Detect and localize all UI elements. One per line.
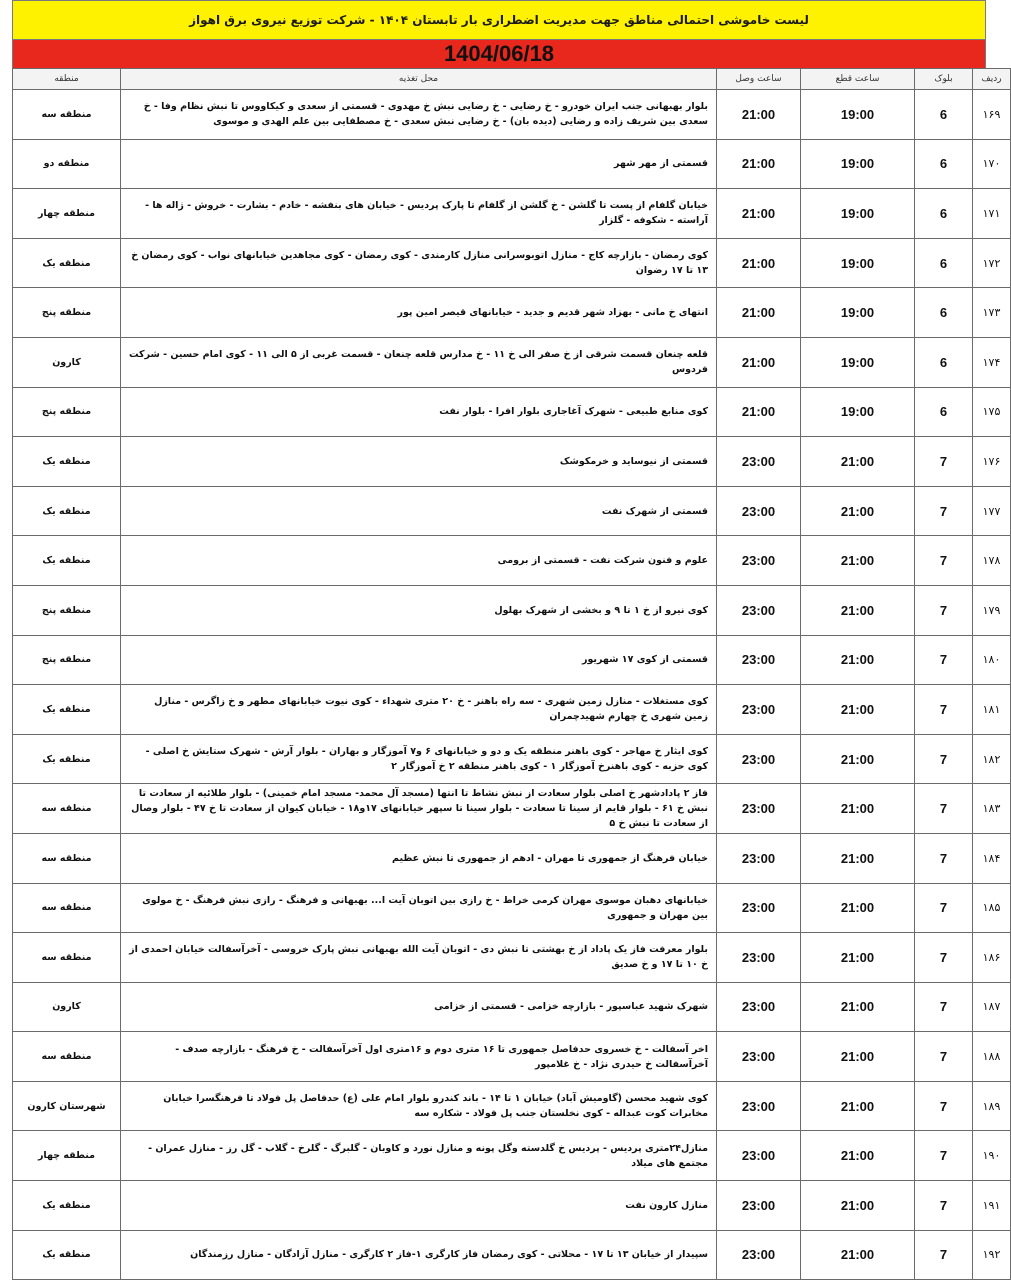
table-row xyxy=(13,734,1011,784)
reconnect-time-cell: 23:00 xyxy=(717,536,801,586)
reconnect-time-cell: 23:00 xyxy=(717,1131,801,1181)
zone-cell: منطقه دو xyxy=(13,139,121,189)
table-row xyxy=(13,883,1011,933)
table-row xyxy=(13,585,1011,635)
header-cut-time: ساعت قطع xyxy=(801,69,915,90)
block-cell: 7 xyxy=(915,1081,973,1131)
reconnect-time-cell: 23:00 xyxy=(717,1032,801,1082)
header-block: بلوک xyxy=(915,69,973,90)
reconnect-time-cell: 23:00 xyxy=(717,784,801,834)
block-cell: 7 xyxy=(915,486,973,536)
location-cell: سپیدار از خیابان ۱۳ تا ۱۷ - محلاتی - کوی رمضان فاز کارگری ۱-فاز ۲ کارگری - منازل آزادگان - منازل رزمندگان xyxy=(121,1230,717,1280)
cut-time-cell: 21:00 xyxy=(801,1181,915,1231)
cut-time-cell: 19:00 xyxy=(801,189,915,239)
location-cell: خیابانهای دهبان موسوی مهران کرمی خراط - خ رازی بین اتوبان آیت ا... بهبهانی و فرهنگ - رازی نبش فرهنگ - خ مولوی بین مهران و جمهوری xyxy=(121,883,717,933)
block-cell: 6 xyxy=(915,337,973,387)
table-row xyxy=(13,536,1011,586)
zone-cell: منطقه یک xyxy=(13,437,121,487)
block-cell: 7 xyxy=(915,1032,973,1082)
block-cell: 7 xyxy=(915,1181,973,1231)
location-cell: کوی مستغلات - منازل زمین شهری - سه راه باهنر - خ ۲۰ متری شهداء - کوی نیوت خیابانهای مطهر و خ زاگرس - منازل زمین شهری خ چهارم شهیدچمران xyxy=(121,685,717,735)
row-number-cell: ۱۷۶ xyxy=(973,437,1011,487)
row-number-cell: ۱۸۲ xyxy=(973,734,1011,784)
cut-time-cell: 21:00 xyxy=(801,536,915,586)
cut-time-cell: 21:00 xyxy=(801,982,915,1032)
row-number-cell: ۱۸۰ xyxy=(973,635,1011,685)
reconnect-time-cell: 23:00 xyxy=(717,585,801,635)
location-cell: بلوار معرفت فاز یک پاداد از خ بهشتی تا نبش دی - اتوبان آیت الله بهبهانی نبش پارک خروسی - آخرآسفالت خیابان احمدی از خ ۱۰ تا ۱۷ و خ صدیق xyxy=(121,933,717,983)
reconnect-time-cell: 23:00 xyxy=(717,1181,801,1231)
block-cell: 6 xyxy=(915,288,973,338)
block-cell: 7 xyxy=(915,833,973,883)
zone-cell: منطقه پنج xyxy=(13,288,121,338)
reconnect-time-cell: 23:00 xyxy=(717,883,801,933)
header-zone: منطقه xyxy=(13,69,121,90)
header-location: محل تغذیه xyxy=(121,69,717,90)
table-header-row xyxy=(13,69,1011,90)
cut-time-cell: 21:00 xyxy=(801,685,915,735)
block-cell: 6 xyxy=(915,90,973,140)
reconnect-time-cell: 23:00 xyxy=(717,982,801,1032)
row-number-cell: ۱۸۹ xyxy=(973,1081,1011,1131)
block-cell: 6 xyxy=(915,139,973,189)
row-number-cell: ۱۷۸ xyxy=(973,536,1011,586)
row-number-cell: ۱۸۴ xyxy=(973,833,1011,883)
zone-cell: منطقه پنج xyxy=(13,585,121,635)
row-number-cell: ۱۷۵ xyxy=(973,387,1011,437)
row-number-cell: ۱۹۱ xyxy=(973,1181,1011,1231)
zone-cell: منطقه یک xyxy=(13,238,121,288)
location-cell: خیابان فرهنگ از جمهوری تا مهران - ادهم از جمهوری تا نبش عظیم xyxy=(121,833,717,883)
table-row xyxy=(13,139,1011,189)
reconnect-time-cell: 21:00 xyxy=(717,189,801,239)
location-cell: فاز ۲ پادادشهر خ اصلی بلوار سعادت از نبش نشاط تا انتها (مسجد آل محمد- مسجد امام خمینی) - بلوار طلائیه از سعادت تا نبش خ ۶۱ - بلوار قایم از سینا تا سعادت - بلوار سینا تا سپهر خیابانهای ۱۷و۱۸ - خیابان کیوان از سعادت تا خ ۴۷ - بلوار وصال از سعادت تا نبش خ ۵ xyxy=(121,784,717,834)
row-number-cell: ۱۷۳ xyxy=(973,288,1011,338)
row-number-cell: ۱۸۳ xyxy=(973,784,1011,834)
zone-cell: منطقه سه xyxy=(13,933,121,983)
reconnect-time-cell: 23:00 xyxy=(717,1230,801,1280)
block-cell: 7 xyxy=(915,1131,973,1181)
cut-time-cell: 21:00 xyxy=(801,734,915,784)
zone-cell: منطقه یک xyxy=(13,1230,121,1280)
cut-time-cell: 21:00 xyxy=(801,1230,915,1280)
reconnect-time-cell: 23:00 xyxy=(717,685,801,735)
block-cell: 6 xyxy=(915,189,973,239)
block-cell: 7 xyxy=(915,883,973,933)
table-row xyxy=(13,337,1011,387)
block-cell: 7 xyxy=(915,1230,973,1280)
zone-cell: شهرستان کارون xyxy=(13,1081,121,1131)
location-cell: خیابان گلفام از پست تا گلشن - خ گلشن از گلفام تا پارک پردیس - خیابان های بنفشه - خادم - بشارت - خروش - ژاله ها - آراسته - شکوفه - گلزار xyxy=(121,189,717,239)
reconnect-time-cell: 23:00 xyxy=(717,486,801,536)
table-row xyxy=(13,1032,1011,1082)
cut-time-cell: 21:00 xyxy=(801,437,915,487)
row-number-cell: ۱۹۲ xyxy=(973,1230,1011,1280)
cut-time-cell: 19:00 xyxy=(801,139,915,189)
row-number-cell: ۱۷۹ xyxy=(973,585,1011,635)
row-number-cell: ۱۸۶ xyxy=(973,933,1011,983)
block-cell: 7 xyxy=(915,784,973,834)
reconnect-time-cell: 21:00 xyxy=(717,387,801,437)
location-cell: کوی نیرو از خ ۱ تا ۹ و بخشی از شهرک بهلول xyxy=(121,585,717,635)
table-row xyxy=(13,1081,1011,1131)
row-number-cell: ۱۸۱ xyxy=(973,685,1011,735)
table-row xyxy=(13,784,1011,834)
location-cell: کوی شهید محسن (گاومیش آباد) خیابان ۱ تا ۱۴ - باند کندرو بلوار امام علی (ع) حدفاصل پل فولاد تا فرهنگسرا خیابان مخابرات کوت عبداله - کوی نخلستان جنب پل فولاد - شکاره سه xyxy=(121,1081,717,1131)
cut-time-cell: 19:00 xyxy=(801,90,915,140)
zone-cell: منطقه سه xyxy=(13,883,121,933)
block-cell: 7 xyxy=(915,437,973,487)
block-cell: 6 xyxy=(915,387,973,437)
location-cell: منازل۲۴متری پردیس - پردیس خ گلدسته وگل پونه و منازل نورد و کاوبان - گلبرگ - گلرخ - گلاب - گل رز - منازل عمران - مجتمع های میلاد xyxy=(121,1131,717,1181)
table-row xyxy=(13,1181,1011,1231)
zone-cell: کارون xyxy=(13,982,121,1032)
cut-time-cell: 21:00 xyxy=(801,933,915,983)
reconnect-time-cell: 21:00 xyxy=(717,288,801,338)
row-number-cell: ۱۸۷ xyxy=(973,982,1011,1032)
row-number-cell: ۱۷۱ xyxy=(973,189,1011,239)
reconnect-time-cell: 21:00 xyxy=(717,139,801,189)
zone-cell: منطقه سه xyxy=(13,833,121,883)
cut-time-cell: 21:00 xyxy=(801,784,915,834)
table-row xyxy=(13,635,1011,685)
document-title: لیست خاموشی احتمالی مناطق جهت مدیریت اضطراری بار تابستان ۱۴۰۴ - شرکت توزیع نیروی برق اهواز xyxy=(12,0,986,40)
table-row xyxy=(13,288,1011,338)
zone-cell: منطقه سه xyxy=(13,1032,121,1082)
block-cell: 7 xyxy=(915,635,973,685)
header-reconnect-time: ساعت وصل xyxy=(717,69,801,90)
reconnect-time-cell: 23:00 xyxy=(717,933,801,983)
location-cell: قسمتی از شهرک نفت xyxy=(121,486,717,536)
table-row xyxy=(13,387,1011,437)
cut-time-cell: 21:00 xyxy=(801,1032,915,1082)
location-cell: کوی رمضان - بازارچه کاج - منازل اتوبوسرانی منازل کارمندی - کوی رمضان - کوی مجاهدین خیابانهای نواب - کوی رمضان خ ۱۳ تا ۱۷ رضوان xyxy=(121,238,717,288)
row-number-cell: ۱۸۸ xyxy=(973,1032,1011,1082)
reconnect-time-cell: 23:00 xyxy=(717,1081,801,1131)
row-number-cell: ۱۶۹ xyxy=(973,90,1011,140)
location-cell: شهرک شهید عباسپور - بازارچه خزامی - قسمتی از خزامی xyxy=(121,982,717,1032)
cut-time-cell: 19:00 xyxy=(801,337,915,387)
location-cell: قسمتی از مهر شهر xyxy=(121,139,717,189)
location-cell: قلعه چنعان قسمت شرقی از خ صفر الی خ ۱۱ - خ مدارس قلعه چنعان - قسمت غربی از ۵ الی ۱۱ - کوی امام حسین - شرکت فردوس xyxy=(121,337,717,387)
block-cell: 7 xyxy=(915,536,973,586)
outage-table xyxy=(12,68,1011,1280)
zone-cell: منطقه یک xyxy=(13,685,121,735)
cut-time-cell: 21:00 xyxy=(801,635,915,685)
table-row xyxy=(13,90,1011,140)
block-cell: 7 xyxy=(915,585,973,635)
location-cell: اخر آسفالت - خ خسروی حدفاصل جمهوری تا ۱۶ متری دوم و ۱۶متری اول آخرآسفالت - خ فرهنگ - بازارچه صدف - آخرآسفالت خ حیدری نژاد - خ غلامپور xyxy=(121,1032,717,1082)
block-cell: 7 xyxy=(915,685,973,735)
reconnect-time-cell: 23:00 xyxy=(717,734,801,784)
cut-time-cell: 19:00 xyxy=(801,387,915,437)
table-row xyxy=(13,982,1011,1032)
zone-cell: منطقه یک xyxy=(13,734,121,784)
cut-time-cell: 21:00 xyxy=(801,1081,915,1131)
reconnect-time-cell: 21:00 xyxy=(717,337,801,387)
location-cell: قسمتی از نیوساید و خرمکوشک xyxy=(121,437,717,487)
table-row xyxy=(13,933,1011,983)
location-cell: بلوار بهبهانی جنب ایران خودرو - خ رضایی - خ رضایی نبش خ مهدوی - قسمتی از سعدی و کیکاووس تا نبش نظام وفا - خ سعدی بین شریف زاده و رضایی (دیده بان) - خ رضایی نبش سعدی - خ مصطفایی بین علم الهدی و موسوی xyxy=(121,90,717,140)
table-row xyxy=(13,685,1011,735)
cut-time-cell: 21:00 xyxy=(801,1131,915,1181)
location-cell: قسمتی از کوی ۱۷ شهریور xyxy=(121,635,717,685)
location-cell: منازل کارون نفت xyxy=(121,1181,717,1231)
row-number-cell: ۱۷۷ xyxy=(973,486,1011,536)
reconnect-time-cell: 23:00 xyxy=(717,437,801,487)
schedule-sheet xyxy=(12,0,1002,1280)
table-row xyxy=(13,1230,1011,1280)
date-banner: 1404/06/18 xyxy=(12,40,986,68)
cut-time-cell: 21:00 xyxy=(801,833,915,883)
table-row xyxy=(13,189,1011,239)
cut-time-cell: 21:00 xyxy=(801,585,915,635)
zone-cell: کارون xyxy=(13,337,121,387)
zone-cell: منطقه یک xyxy=(13,486,121,536)
location-cell: علوم و فنون شرکت نفت - قسمتی از برومی xyxy=(121,536,717,586)
row-number-cell: ۱۸۵ xyxy=(973,883,1011,933)
table-row xyxy=(13,486,1011,536)
zone-cell: منطقه یک xyxy=(13,1181,121,1231)
zone-cell: منطقه سه xyxy=(13,784,121,834)
zone-cell: منطقه پنج xyxy=(13,635,121,685)
block-cell: 6 xyxy=(915,238,973,288)
zone-cell: منطقه سه xyxy=(13,90,121,140)
zone-cell: منطقه یک xyxy=(13,536,121,586)
block-cell: 7 xyxy=(915,734,973,784)
reconnect-time-cell: 21:00 xyxy=(717,238,801,288)
table-row xyxy=(13,1131,1011,1181)
zone-cell: منطقه چهار xyxy=(13,189,121,239)
table-row xyxy=(13,437,1011,487)
location-cell: کوی ایثار خ مهاجر - کوی باهنر منطقه یک و دو و خیابانهای ۶ و۷ آموزگار و بهاران - بلوار آرش - شهرک ستایش خ اصلی - کوی حزبه - کوی باهنرخ آموزگار ۱ - کوی باهنر منطقه ۲ خ آموزگار ۲ xyxy=(121,734,717,784)
block-cell: 7 xyxy=(915,933,973,983)
row-number-cell: ۱۷۰ xyxy=(973,139,1011,189)
row-number-cell: ۱۷۲ xyxy=(973,238,1011,288)
cut-time-cell: 19:00 xyxy=(801,288,915,338)
cut-time-cell: 21:00 xyxy=(801,486,915,536)
row-number-cell: ۱۷۴ xyxy=(973,337,1011,387)
table-row xyxy=(13,238,1011,288)
location-cell: کوی منابع طبیعی - شهرک آغاجاری بلوار افرا - بلوار نفت xyxy=(121,387,717,437)
reconnect-time-cell: 21:00 xyxy=(717,90,801,140)
row-number-cell: ۱۹۰ xyxy=(973,1131,1011,1181)
block-cell: 7 xyxy=(915,982,973,1032)
cut-time-cell: 21:00 xyxy=(801,883,915,933)
table-row xyxy=(13,833,1011,883)
zone-cell: منطقه چهار xyxy=(13,1131,121,1181)
reconnect-time-cell: 23:00 xyxy=(717,833,801,883)
location-cell: انتهای خ مانی - بهزاد شهر قدیم و جدید - خیابانهای قیصر امین پور xyxy=(121,288,717,338)
header-row-number: ردیف xyxy=(973,69,1011,90)
cut-time-cell: 19:00 xyxy=(801,238,915,288)
reconnect-time-cell: 23:00 xyxy=(717,635,801,685)
zone-cell: منطقه پنج xyxy=(13,387,121,437)
